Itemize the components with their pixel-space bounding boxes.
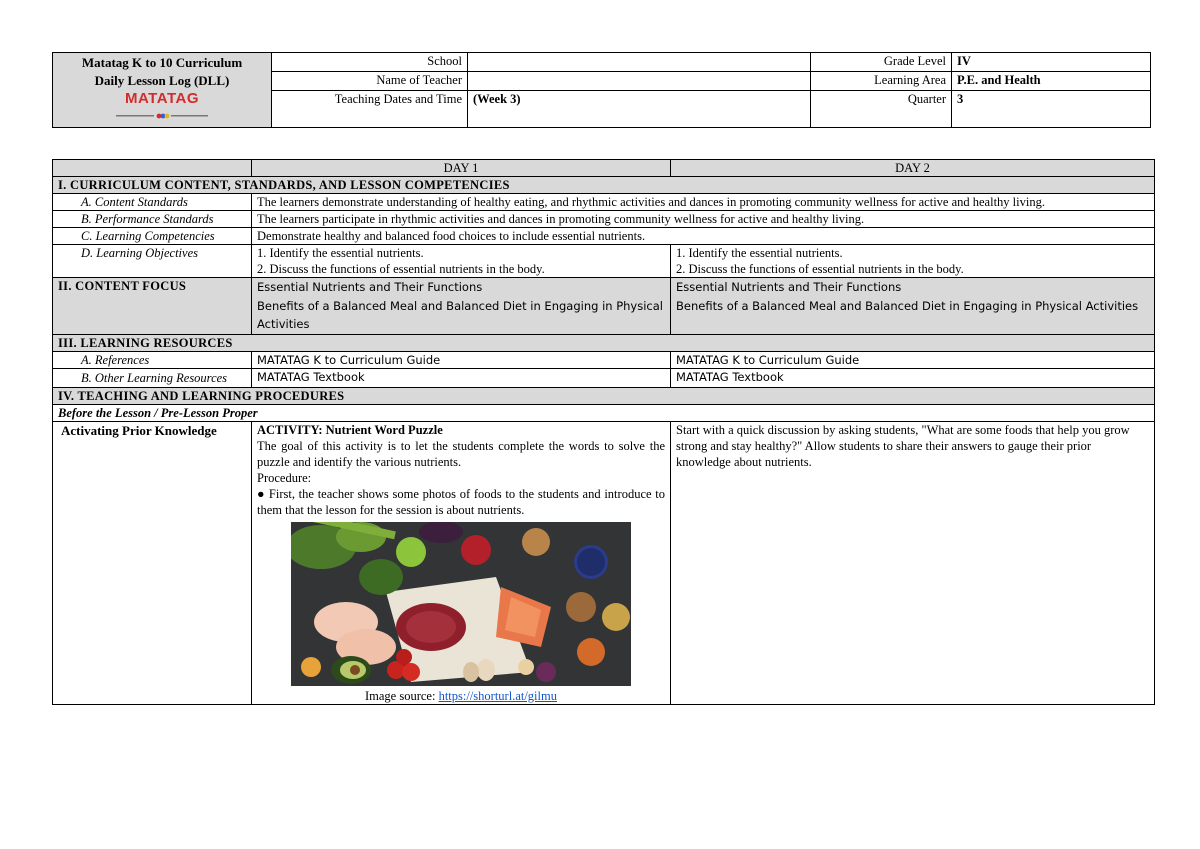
lesson-log-table — [52, 159, 1155, 705]
learning-objectives-row — [53, 245, 1155, 278]
dates-value: (Week 3) — [468, 91, 811, 128]
dll-title: Daily Lesson Log (DLL) — [94, 73, 230, 88]
other-resources-day1: MATATAG Textbook — [252, 368, 671, 387]
references-day2: MATATAG K to Curriculum Guide — [671, 351, 1155, 368]
learning-area-value: P.E. and Health — [952, 72, 1151, 91]
school-label: School — [272, 53, 468, 72]
content-focus-day1-line: Benefits of a Balanced Meal and Balanced Diet in Engaging in Physical Activities — [257, 298, 663, 331]
content-focus-day2 — [671, 278, 1155, 335]
dates-label: Teaching Dates and Time — [272, 91, 468, 128]
objectives-day1 — [252, 245, 671, 278]
header-table — [52, 52, 1151, 128]
learning-competencies-label: C. Learning Competencies — [53, 228, 252, 245]
prior-knowledge-day1 — [252, 421, 671, 704]
content-focus-row — [53, 278, 1155, 335]
content-focus-day2-line: Essential Nutrients and Their Functions — [676, 280, 902, 294]
quarter-label: Quarter — [811, 91, 952, 128]
logo-tagline-graphic — [116, 107, 208, 112]
learning-area-label: Learning Area — [811, 72, 952, 91]
quarter-value: 3 — [952, 91, 1151, 128]
references-label: A. References — [53, 351, 252, 368]
learning-competencies-row — [53, 228, 1155, 245]
curriculum-title: Matatag K to 10 Curriculum — [81, 55, 243, 70]
section-row — [53, 334, 1155, 351]
learning-objectives-label: D. Learning Objectives — [53, 245, 252, 278]
procedure-label: Procedure: — [257, 470, 312, 485]
other-resources-row — [53, 368, 1155, 387]
empty-header-cell — [53, 160, 252, 177]
day1-header: DAY 1 — [252, 160, 671, 177]
content-focus-day2-line: Benefits of a Balanced Meal and Balanced Diet in Engaging in Physical Activities — [676, 298, 1139, 313]
content-standards-text: The learners demonstrate understanding of healthy eating, and rhythmic activities and dances in promoting community wellness for active and healthy living. — [252, 194, 1155, 211]
performance-standards-text: The learners participate in rhythmic activities and dances in promoting community wellness for active and healthy living. — [252, 211, 1155, 228]
content-focus-title: II. CONTENT FOCUS — [53, 278, 252, 335]
day2-header: DAY 2 — [671, 160, 1155, 177]
learning-competencies-text: Demonstrate healthy and balanced food choices to include essential nutrients. — [252, 228, 1155, 245]
performance-standards-row — [53, 211, 1155, 228]
procedure-step: ● First, the teacher shows some photos of foods to the students and introduce to them that the lesson for the session is about nutrients. — [257, 486, 665, 517]
objective-day1-item: 2. Discuss the functions of essential nutrients in the body. — [257, 262, 545, 276]
section4-title: IV. TEACHING AND LEARNING PROCEDURES — [53, 387, 1155, 404]
objective-day1-item: 1. Identify the essential nutrients. — [257, 246, 424, 260]
image-source — [257, 688, 665, 704]
school-value — [468, 53, 811, 72]
content-focus-day1 — [252, 278, 671, 335]
prior-knowledge-day2: Start with a quick discussion by asking students, "What are some foods that help you grow strong and stay healthy?" Allow students to share their answers to gauge their prior knowledge about nutrients. — [671, 421, 1155, 704]
pre-lesson-subheading: Before the Lesson / Pre-Lesson Proper — [53, 404, 1155, 421]
references-day1: MATATAG K to Curriculum Guide — [252, 351, 671, 368]
section1-title: I. CURRICULUM CONTENT, STANDARDS, AND LESSON COMPETENCIES — [53, 177, 1155, 194]
activity-goal: The goal of this activity is to let the students complete the words to solve the puzzle and identify the various nutrients. — [257, 438, 665, 469]
activity-title: ACTIVITY: Nutrient Word Puzzle — [257, 422, 443, 437]
day-header-row — [53, 160, 1155, 177]
prior-knowledge-row — [53, 421, 1155, 704]
content-focus-day1-line: Essential Nutrients and Their Functions — [257, 280, 483, 294]
grade-level-label: Grade Level — [811, 53, 952, 72]
prior-knowledge-label: Activating Prior Knowledge — [53, 421, 252, 704]
grade-level-value: IV — [952, 53, 1151, 72]
image-source-link[interactable]: https://shorturl.at/gilmu — [438, 688, 557, 703]
section-row — [53, 387, 1155, 404]
teacher-label: Name of Teacher — [272, 72, 468, 91]
performance-standards-label: B. Performance Standards — [53, 211, 252, 228]
content-standards-row — [53, 194, 1155, 211]
tagline-icon — [116, 113, 208, 119]
other-resources-label: B. Other Learning Resources — [53, 368, 252, 387]
header-logo-cell — [53, 53, 272, 128]
teacher-value — [468, 72, 811, 91]
section3-title: III. LEARNING RESOURCES — [53, 334, 1155, 351]
subheading-row — [53, 404, 1155, 421]
objective-day2-item: 1. Identify the essential nutrients. — [676, 246, 843, 260]
other-resources-day2: MATATAG Textbook — [671, 368, 1155, 387]
objectives-day2 — [671, 245, 1155, 278]
content-standards-label: A. Content Standards — [53, 194, 252, 211]
objective-day2-item: 2. Discuss the functions of essential nutrients in the body. — [676, 262, 964, 276]
matatag-logo: MATATAG — [124, 90, 200, 107]
image-source-label: Image source: — [365, 688, 439, 703]
references-row — [53, 351, 1155, 368]
food-photo-image — [291, 522, 631, 686]
section-row — [53, 177, 1155, 194]
